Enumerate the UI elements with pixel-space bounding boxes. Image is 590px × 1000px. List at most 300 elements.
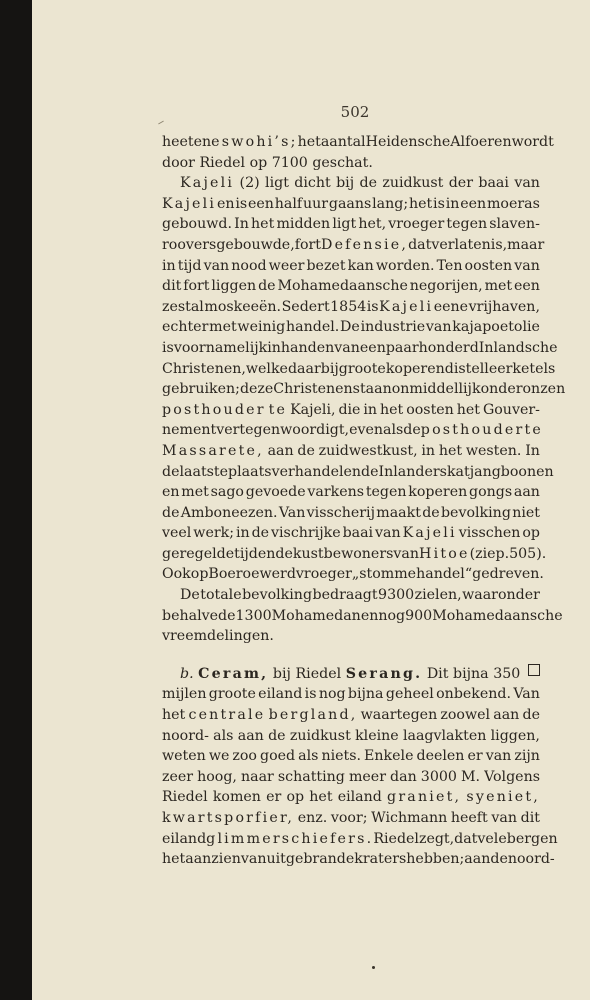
word: bedraagt (312, 587, 378, 604)
square-symbol-icon (528, 664, 540, 676)
word: moeras (486, 195, 540, 212)
word: de (275, 545, 293, 562)
word: visscherij (306, 504, 375, 521)
word: vrijhaven, (468, 298, 540, 315)
word: voornamelijk (173, 339, 268, 356)
word: uur (302, 195, 329, 212)
word: ligt (332, 216, 357, 233)
word: in (363, 401, 378, 418)
word: zuidkust (289, 727, 351, 744)
word: heeft (450, 810, 488, 826)
word: Christenen, (162, 360, 246, 377)
word: de (522, 707, 540, 724)
word: zoo (232, 748, 257, 765)
word: nog (378, 607, 406, 624)
text-line (162, 359, 556, 380)
word: koperen (385, 360, 445, 377)
word: bijna (453, 665, 489, 682)
word: is (433, 195, 445, 212)
word: geschat. (312, 154, 373, 171)
word: Mohamedaansche (277, 278, 408, 295)
word: worden. (375, 257, 435, 274)
word: geheel (385, 686, 434, 703)
word: is (366, 298, 379, 315)
text-line (162, 420, 543, 441)
word: het (162, 851, 186, 868)
word: 350 (493, 665, 521, 682)
word: fort (183, 278, 210, 295)
word: heeten (162, 134, 212, 150)
word: door (162, 154, 195, 171)
word: Heidensche (365, 134, 451, 150)
text-line (162, 503, 540, 524)
word: kustbewoners (292, 545, 394, 562)
word: die (338, 401, 361, 418)
word: het (408, 195, 433, 212)
word: nog (318, 686, 346, 703)
word: tegen (446, 216, 488, 233)
word: van (375, 525, 401, 542)
text-line (162, 767, 540, 788)
word: op (522, 525, 540, 542)
word: in (267, 339, 281, 356)
word: Gouver- (482, 401, 540, 418)
paragraph-gap (162, 647, 540, 664)
word: zijn (514, 748, 540, 765)
word: verhandelen (271, 463, 362, 480)
text-line (162, 626, 540, 647)
word: westen. (465, 442, 522, 459)
word: eiland (337, 789, 382, 806)
word: Sedert (281, 298, 330, 315)
word: baai (342, 525, 374, 542)
body-text (162, 132, 566, 870)
word: de (162, 504, 180, 521)
word: dat (408, 236, 432, 253)
word: varkens (307, 484, 365, 501)
text-line (162, 684, 540, 705)
word: aan (493, 707, 520, 724)
word: zestal (162, 298, 204, 315)
word: van (203, 257, 230, 274)
word: het (309, 789, 333, 806)
text-line (162, 829, 558, 850)
word: Inlandsche (478, 339, 558, 356)
text-line (162, 338, 558, 359)
word: Kajeli (162, 195, 217, 212)
word: Mohamedaansche (432, 607, 563, 624)
word: koperen (408, 484, 468, 501)
word: Alfoeren (450, 134, 512, 150)
page-number: 502 (340, 103, 370, 121)
word: oosten (406, 401, 454, 418)
word: aan (267, 442, 294, 459)
word: vele (477, 830, 507, 847)
word: eene (433, 298, 469, 315)
word: gebouwde, (216, 236, 295, 253)
word: werd (259, 566, 296, 583)
word: totale (200, 587, 242, 604)
word: In (234, 216, 249, 233)
text-line (162, 787, 540, 808)
word: de (162, 463, 180, 480)
word: gongs (468, 484, 513, 501)
word: graniet, (387, 789, 462, 806)
word: honderd (418, 339, 479, 356)
word: weinig (237, 319, 286, 336)
word: als (213, 727, 234, 744)
word: weer (268, 257, 305, 274)
word: 900 (405, 607, 433, 624)
text-line (162, 276, 540, 297)
word: is (162, 339, 174, 356)
word: in (162, 257, 176, 274)
word: Hitoe (419, 545, 470, 562)
word: goed (259, 748, 296, 765)
text-line (162, 726, 540, 747)
word: groote (338, 360, 386, 377)
word: met (484, 278, 513, 295)
word: bezet (306, 257, 346, 274)
word: gaans (328, 195, 372, 212)
word: 3000 (420, 768, 457, 785)
word: zuidwestkust, (318, 442, 418, 459)
word: Ook (162, 566, 191, 583)
text-line (162, 544, 547, 565)
word: een (514, 278, 540, 295)
word: voor; (330, 810, 368, 826)
word: Volgens (484, 768, 540, 785)
word: op (249, 154, 268, 171)
word: Riedel (295, 665, 342, 682)
word: vroeger (295, 566, 352, 583)
word: nood (231, 257, 267, 274)
word: onmiddellijk (391, 381, 481, 398)
word: maakt (376, 504, 421, 521)
word: in (421, 442, 436, 459)
word: bergland, (268, 707, 358, 724)
text-line (162, 705, 540, 726)
word: Enkele (364, 748, 414, 765)
word: Christenen (273, 381, 353, 398)
word: zuidkust (382, 175, 444, 192)
text-line (162, 664, 540, 685)
word: de (361, 463, 379, 480)
word: het, (358, 216, 387, 233)
word: Kajeli (180, 175, 235, 192)
word: Kajeli, (290, 401, 336, 418)
word: Kajeli (379, 298, 434, 315)
word: slaven- (489, 216, 540, 233)
word: gebruiken; (162, 381, 240, 398)
word: glimmerschiefers. (206, 830, 374, 847)
word: baai (478, 175, 509, 192)
word: tegen (365, 484, 407, 501)
word: paar (385, 339, 419, 356)
word: 7100 (271, 154, 308, 171)
word: Dit (426, 665, 449, 682)
text-line (162, 256, 540, 277)
word: de (422, 504, 440, 521)
word: de (403, 422, 421, 439)
word: gevoede (245, 484, 306, 501)
word: Riedel (162, 789, 208, 806)
word: zegt, (418, 830, 455, 847)
word: wordt (511, 134, 554, 150)
word: we (208, 748, 230, 765)
word: dicht (294, 175, 331, 192)
word: Van (278, 504, 306, 521)
word: aantal (320, 134, 366, 150)
word: 505). (509, 545, 547, 562)
word: Kajeli (402, 525, 457, 542)
word: het (297, 134, 321, 150)
word: Serang. (345, 665, 423, 682)
word: waaronder (462, 587, 540, 604)
word: zeer (162, 768, 194, 785)
text-line (162, 214, 540, 235)
word: op (286, 789, 305, 806)
text-line (162, 462, 554, 483)
word: kwartsporfier, (162, 810, 295, 826)
text-line (162, 400, 540, 421)
word: waartegen (360, 707, 438, 724)
word: een (359, 339, 386, 356)
word: van (240, 851, 267, 868)
word: van (514, 257, 540, 274)
word: katjangboonen (446, 463, 554, 480)
word: gedreven. (472, 566, 544, 583)
word: mijlen (162, 686, 207, 703)
word: visschen (458, 525, 521, 542)
word: weten (162, 748, 206, 765)
word: deelen (416, 748, 465, 765)
word: echter (162, 319, 209, 336)
word: Boeroe (208, 566, 260, 583)
word: syeniet, (466, 789, 540, 806)
text-line (162, 808, 540, 829)
word: vreemdelingen. (162, 628, 274, 645)
word: maar (507, 236, 545, 253)
word: van (393, 545, 420, 562)
word: de (218, 607, 236, 624)
word: dat (454, 830, 478, 847)
word: De (180, 587, 200, 604)
word: negorijen, (409, 278, 483, 295)
word: (2) (239, 175, 260, 192)
word: p. (495, 545, 510, 562)
word: meer (348, 768, 386, 785)
word: kraters (354, 851, 407, 868)
word: aanzien (185, 851, 241, 868)
word: 1854 (330, 298, 367, 315)
word: in (445, 195, 460, 212)
word: in (235, 525, 250, 542)
word: noord- (507, 851, 555, 868)
word: te (268, 401, 288, 418)
word: industrie (360, 319, 426, 336)
text-line (162, 235, 545, 256)
word: liggen (211, 278, 257, 295)
word: is (235, 195, 248, 212)
text-line (162, 482, 540, 503)
word: (zie (469, 545, 496, 562)
word: behalve (162, 607, 219, 624)
word: Ceram, (198, 665, 269, 682)
word: op (190, 566, 209, 583)
word: Riedel (199, 154, 246, 171)
word: de (268, 727, 286, 744)
word: vischrijke (270, 525, 341, 542)
word: M. (460, 768, 481, 785)
word: geregelde (162, 545, 235, 562)
text-line (162, 379, 566, 400)
text-line (162, 523, 540, 544)
word: vertegenwoordigt, (216, 422, 350, 439)
text-line (162, 153, 540, 174)
word: Defensie, (321, 236, 409, 253)
word: het (251, 216, 275, 233)
word: hebben; (406, 851, 465, 868)
text-line (162, 585, 540, 606)
word: nement (162, 422, 217, 439)
word: tijd (177, 257, 202, 274)
word: laagvlakten (402, 727, 487, 744)
word: Riedel (373, 830, 419, 847)
word: moskeeën. (204, 298, 282, 315)
word: welke (245, 360, 288, 377)
word: midden (276, 216, 331, 233)
word: 9300 (378, 587, 415, 604)
word: niet (512, 504, 540, 521)
word: handen (280, 339, 335, 356)
text-line (162, 317, 540, 338)
word: de (258, 278, 276, 295)
word: er (266, 789, 282, 806)
word: bij (336, 175, 355, 192)
word: oosten (464, 257, 513, 274)
word: Van (513, 686, 540, 703)
word: de (490, 851, 508, 868)
text-line (162, 194, 540, 215)
word: bevolking (242, 587, 313, 604)
word: Amboneezen. (180, 504, 278, 521)
word: de (251, 525, 270, 542)
word: daarbij (287, 360, 339, 377)
word: onder (480, 381, 523, 398)
word: van (514, 175, 540, 192)
word: is (304, 686, 317, 703)
text-line (162, 173, 540, 194)
word: niets. (321, 748, 362, 765)
word: lang; (372, 195, 409, 212)
word: van (334, 339, 360, 356)
word: vroeger (388, 216, 445, 233)
word: bergen (506, 830, 558, 847)
word: de (359, 175, 377, 192)
word: groote (208, 686, 256, 703)
word: het (456, 401, 480, 418)
text-line (162, 564, 544, 585)
word: van (491, 810, 517, 826)
word: veel (162, 525, 192, 542)
word: tijden (234, 545, 276, 562)
word: sago (210, 484, 244, 501)
word: plaats (228, 463, 272, 480)
word: er (467, 748, 483, 765)
word: posthouder (162, 401, 266, 418)
word: de (297, 442, 315, 459)
word: bevolking (440, 504, 511, 521)
word: van (425, 319, 452, 336)
word: met (209, 319, 237, 336)
word: met (181, 484, 209, 501)
word: distelleerketels (444, 360, 556, 377)
word: eiland (162, 830, 207, 847)
word: aan (513, 484, 540, 501)
word: onbekend. (436, 686, 512, 703)
word: kajapoetolie (452, 319, 540, 336)
word: Mohamedanen (271, 607, 379, 624)
word: het (162, 707, 186, 724)
word: roovers (162, 236, 217, 253)
word: handel. (286, 319, 340, 336)
word: bij (272, 665, 291, 682)
word: zielen, (414, 587, 462, 604)
word: uitgebrande (266, 851, 355, 868)
word: gebouwd. (162, 216, 232, 233)
word: aan (464, 851, 491, 868)
word: aan (237, 727, 264, 744)
word: het (380, 401, 404, 418)
word: noord- (162, 727, 209, 744)
word: evenals (349, 422, 404, 439)
word: b. (180, 665, 194, 682)
word: bijna (347, 686, 384, 703)
word: 1300 (235, 607, 272, 624)
word: centrale (188, 707, 266, 724)
word: kleine (355, 727, 399, 744)
word: handel“ (416, 566, 473, 583)
word: als (298, 748, 319, 765)
text-line (162, 746, 540, 767)
word: eiland (258, 686, 303, 703)
word: De (340, 319, 360, 336)
word: enz. (297, 810, 328, 826)
word: In (525, 442, 540, 459)
book-binding-edge (0, 0, 32, 1000)
word: kan (347, 257, 374, 274)
text-line (162, 606, 563, 627)
word: zoowel (440, 707, 491, 724)
word: komen (212, 789, 261, 806)
word: dan (390, 768, 417, 785)
word: Massarete, (162, 442, 264, 459)
word: het (438, 442, 463, 459)
word: werk; (193, 525, 234, 542)
word: hoog, (197, 768, 237, 785)
word: van (485, 748, 512, 765)
word: „stomme (351, 566, 417, 583)
word: staan (352, 381, 392, 398)
word: der (448, 175, 473, 192)
word: Ten (436, 257, 463, 274)
word: is, (490, 236, 508, 253)
word: Inlanders (378, 463, 447, 480)
word: deze (239, 381, 274, 398)
word: ligt (265, 175, 289, 192)
word: te (524, 422, 543, 439)
